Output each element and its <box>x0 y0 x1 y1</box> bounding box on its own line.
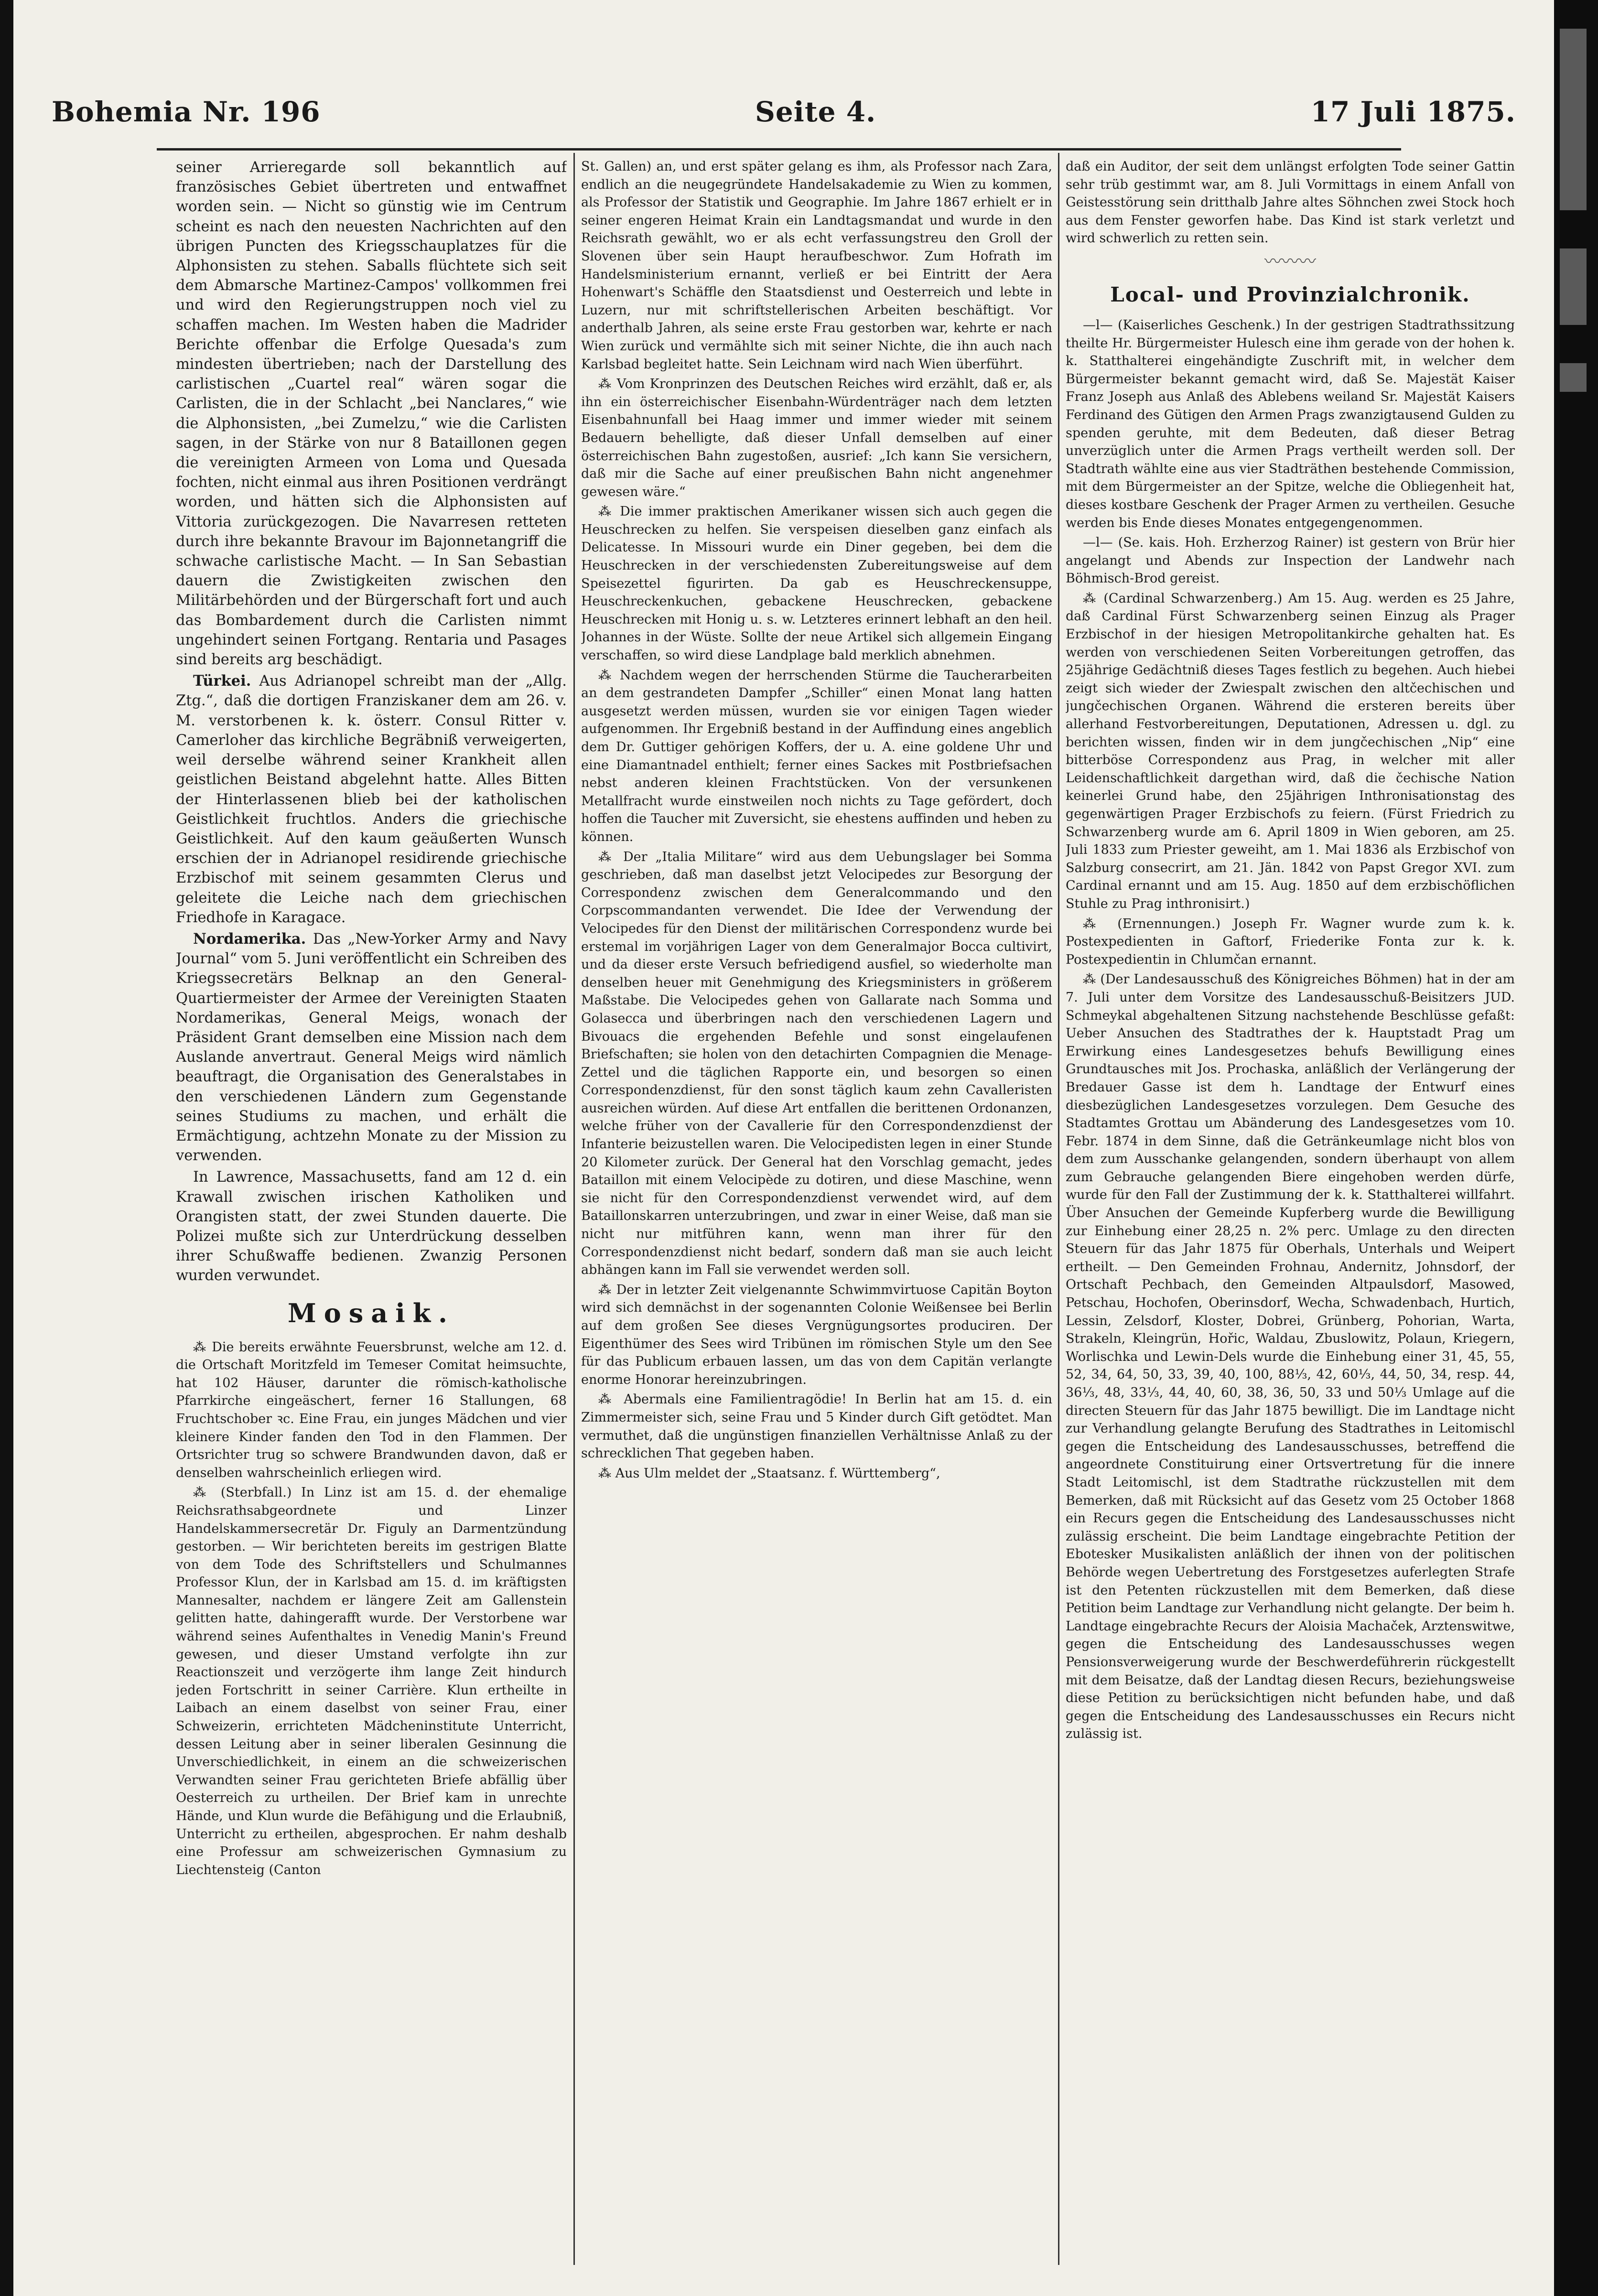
column-2 <box>581 158 1052 2260</box>
news-item: ⁂ Vom Kronprinzen des Deutschen Reiches wird erzählt, daß er, als ihn ein österreichischer Eisenbahn-Würdenträger nach dem letzten Eisenbahnunfall bei Haag immer und immer wieder mit seinem Bedauern behelligte, daß dieser Unfall demselben auf einer österreichischen Bahn zugestoßen, ausrief: „Ich kann Sie versichern, daß mir die Sache auf einer preußischen Bahn nicht angenehmer gewesen wäre.“ <box>581 377 1052 499</box>
news-item: ⁂ Nachdem wegen der herrschenden Stürme die Taucherarbeiten an dem gestrandeten Dampfer „Schiller“ einen Monat lang hatten ausgesetzt werden müssen, wurden sie vor einigen Tagen wieder aufgenommen. Ihr Ergebniß bestand in der Auffindung eines angeblich dem Dr. Guttiger gehörigen Koffers, der u. A. eine goldene Uhr und eine Diamantnadel enthielt; ferner eines Sackes mit Postbriefsachen nebst anderen kleinen Frachtstücken. Von der versunkenen Metallfracht wurde einstweilen noch nichts zu Tage gefördert, doch hoffen die Taucher mit Zuversicht, sie ehestens auffinden und heben zu können. <box>581 668 1052 844</box>
news-item: ⁂ (Ernennungen.) Joseph Fr. Wagner wurde zum k. k. Postexpedienten in Gaftorf, Friederike Fonta zur k. k. Postexpedientin in Chlumčan ernannt. <box>1066 916 1515 967</box>
local-chronicle-heading: Local- und Provinzialchronik. <box>1110 282 1470 306</box>
section-heading: Nordamerika. <box>193 930 306 948</box>
column-3 <box>1066 158 1515 2260</box>
mosaik-heading: Mosaik. <box>288 1297 455 1328</box>
scan-border-right <box>1554 0 1598 2296</box>
news-item: ⁂ Aus Ulm meldet der „Staatsanz. f. Württemberg“, <box>598 1466 940 1481</box>
article-paragraph <box>176 929 567 1165</box>
article-paragraph <box>176 671 567 927</box>
news-item: ⁂ Der „Italia Militare“ wird aus dem Uebungslager bei Somma geschrieben, daß man daselbst jetzt Velocipedes zur Besorgung der Correspondenz zwischen dem Generalcommando und den Corpscommandanten verwendet. Die Idee der Verwendung der Velocipedes für den Dienst der militärischen Correspondenz wurde bei erstemal im vorjährigen Lager von dem Generalmajor Bocca cultivirt, und da dieser erste Versuch befriedigend ausfiel, so wiederholte man denselben heuer mit Genehmigung des Kriegsministers in größerem Maßstabe. Die Velocipedes gehen von Gallarate nach Somma und Golasecca und überbringen nach den verschiedenen Lagern und Bivouacs die ergehenden Befehle und sonst eingelaufenen Briefschaften; sie holen von den detachirten Compagnien die Menage-Zettel und die täglichen Rapporte ein, und besorgen so einen Correspondenzdienst, für den sonst täglich kaum zehn Cavalleristen ausreichen würden. Auf diese Art entfallen die berittenen Ordonanzen, welche früher von der Cavallerie für den Correspondenzdienst der Infanterie beizustellen waren. Die Velocipedisten legen in einer Stunde 20 Kilometer zurück. Der General hat den Vorschlag gemacht, jedes Bataillon mit einem Velocipède zu dotiren, und diese Maschine, wenn sie nicht für den Correspondenzdienst verwendet wird, auf dem Bataillonskarren unterzubringen, und zwar in einer Weise, daß man sie nicht nur mitführen kann, wenn man ihrer für den Correspondenzdienst nicht bedarf, sondern daß man sie auch leicht abhängen kann im Fall sie verwendet werden soll. <box>581 849 1052 1278</box>
separator-ornament: 〰〰〰 <box>1264 251 1316 271</box>
column-divider <box>1058 153 1059 2265</box>
header-rule <box>157 148 1401 151</box>
page-header <box>52 96 1516 143</box>
news-item: ⁂ (Cardinal Schwarzenberg.) Am 15. Aug. werden es 25 Jahre, daß Cardinal Fürst Schwarzenberg seinen Einzug als Prager Erzbischof in der hiesigen Metropolitankirche gehalten hat. Es werden von verschiedenen Seiten Vorbereitungen getroffen, das 25jährige Gedächtniß dieses Tages festlich zu begehen. Auch hiebei zeigt sich wieder der Zwiespalt zwischen den altčechischen und jungčechischen Organen. Während die ersteren bereits über allerhand Festvorbereitungen, Deputationen, Adressen u. dgl. zu berichten wissen, finden wir in dem jungčechischen „Nip“ eine bitterböse Correspondenz aus Prag, in welcher mit aller Leidenschaftlichkeit dargethan wird, daß die čechische Nation keinerlei Grund habe, den 25jährigen Inthronisationstag des gegenwärtigen Prager Erzbischofs zu feiern. (Fürst Friedrich zu Schwarzenberg wurde am 6. April 1809 in Wien geboren, am 25. Juli 1833 zum Priester geweiht, am 1. Mai 1836 als Erzbischof von Salzburg consecrirt, am 21. Jän. 1842 von Papst Gregor XVI. zum Cardinal ernannt und am 15. Aug. 1850 auf dem erzbischöflichen Stuhle zu Prag inthronisirt.) <box>1066 591 1515 911</box>
news-item: ⁂ Der in letzter Zeit vielgenannte Schwimmvirtuose Capitän Boyton wird sich demnächst in der sogenannten Colonie Weißensee bei Berlin auf dem großen See dieses Vergnügungsortes produciren. Der Eigenthümer des Sees wird Tribünen im römischen Style um den See für das Publicum erbauen lassen, um das von dem Capitän verlangte enorme Honorar hereinzubringen. <box>581 1282 1052 1387</box>
article-text: Aus Adrianopel schreibt man der „Allg. Ztg.“, daß die dortigen Franziskaner dem am 26. v. M. verstorbenen k. k. österr. Consul Ritter v. Camerloher das kirchliche Begräbniß verweigerten, weil derselbe während seiner Krankheit allen geistlichen Beistand abgelehnt hatte. Alles Bitten der Hinterlassenen blieb bei der katholischen Geistlichkeit fruchtlos. Anders die griechische Geistlichkeit. Auf den kaum geäußerten Wunsch erschien der in Adrianopel residirende griechische Erzbischof mit seinem gesammten Clerus und geleitete die Leiche nach dem griechischen Friedhofe in Karagace. <box>176 673 567 926</box>
news-item: ⁂ (Sterbfall.) In Linz ist am 15. d. der ehemalige Reichsrathsabgeordnete und Linzer Handelskammersecretär Dr. Figuly an Darmentzündung gestorben. — Wir berichteten bereits im gestrigen Blatte von dem Tode des Schriftstellers und Schulmannes Professor Klun, der in Karlsbad am 15. d. im kräftigsten Mannesalter, nachdem er längere Zeit am Gallenstein gelitten hatte, dahingerafft wurde. Der Verstorbene war während seines Aufenthaltes in Venedig Manin's Freund gewesen, und dieser Umstand verfolgte ihn zur Reactionszeit und verzögerte ihm lange Zeit hindurch jeden Fortschritt in seiner Carrière. Klun ertheilte in Laibach an einem daselbst von seiner Frau, einer Schweizerin, errichteten Mädcheninstitute Unterricht, dessen Leitung aber in seiner liberalen Gesinnung die Unverschiedlichkeit, in einem an die schweizerischen Verwandten seiner Frau gerichteten Briefe abfällig über Oesterreich zu urtheilen. Der Brief kam in unrechte Hände, und Klun wurde die Befähigung und die Erlaubniß, Unterricht zu ertheilen, abgesprochen. Er nahm deshalb eine Professur am schweizerischen Gymnasium zu Liechtensteig (Canton <box>176 1485 567 1877</box>
article-paragraph: In Lawrence, Massachusetts, fand am 12 d. ein Krawall zwischen irischen Katholiken und Orangisten statt, der zwei Stunden dauerte. Die Polizei mußte sich zur Unterdrückung desselben ihrer Schußwaffe bedienen. Zwanzig Personen wurden verwundet. <box>176 1169 567 1284</box>
news-item: ⁂ Die immer praktischen Amerikaner wissen sich auch gegen die Heuschrecken zu helfen. Sie verspeisen dieselben ganz einfach als Delicatesse. In Missouri wurde ein Diner gegeben, bei dem die Heuschrecken in der verschiedensten Zubereitungsweise auf dem Speisezettel figurirten. Da gab es Heuschreckensuppe, Heuschreckenkuchen, gebackene Heuschrecken, gebackene Heuschrecken mit Honig u. s. w. Letzteres erinnert lebhaft an den heil. Johannes in der Wüste. Sollte der neue Artikel sich allgemein Eingang verschaffen, so wird diese Landplage bald merklich abnehmen. <box>581 504 1052 663</box>
column-divider <box>573 153 575 2265</box>
news-item: ⁂ (Der Landesausschuß des Königreiches Böhmen) hat in der am 7. Juli unter dem Vorsitze des Landesausschuß-Beisitzers JUD. Schmeykal abgehaltenen Sitzung nachstehende Beschlüsse gefaßt: Ueber Ansuchen des Stadtrathes der k. Hauptstadt Prag um Erwirkung eines Landesgesetzes behufs Bewilligung eines Grundtausches mit Jos. Prochaska, anläßlich der Verlängerung der Bredauer Gasse ist dem h. Landtage der Entwurf eines diesbezüglichen Landesgesetzes vorzulegen. Dem Gesuche des Stadtamtes Grottau um Abänderung des Landesgesetzes vom 10. Febr. 1874 in dem Sinne, daß die Getränkeumlage nicht blos von dem zum Ausschanke gelangenden, sondern überhaupt von allem zum Gebrauche gelangenden Biere eingehoben werden dürfe, wurde für den Fall der Zustimmung der k. k. Statthalterei willfahrt. Über Ansuchen der Gemeinde Kupferberg wurde die Bewilligung zur Einhebung einer 28,25 n. 2% perc. Umlage zu den directen Steuern für das Jahr 1875 für Oberhals, Unterhals und Weipert ertheilt. — Den Gemeinden Frohnau, Andernitz, Johnsdorf, der Ortschaft Pechbach, den Gemeinden Altpaulsdorf, Masowed, Petschau, Hochofen, Oberinsdorf, Wecha, Schwadenbach, Hurtich, Lessin, Zelsdorf, Kloster, Dobrei, Grünberg, Pohorian, Warta, Strakeln, Kleingrün, Hořic, Waldau, Zbuslowitz, Polaun, Kriegern, Worlischka und Lewin-Dels wurde die Einhebung einer 31, 45, 55, 52, 34, 64, 50, 33, 39, 40, 100, 88⅓, 42, 60⅓, 44, 50, 34, resp. 44, 36⅓, 48, 33⅓, 44, 40, 60, 38, 36, 50, 33 und 50⅓ Umlage auf die directen Steuern für das Jahr 1875 bewilligt. Die im Landtage nicht zur Verhandlung gelangte Berufung des Stadtrathes in Leitomischl gegen die Entscheidung des Landesausschusses, betreffend die angeordnete Constituirung einer Ortsvertretung für die innere Stadt Leitomischl, ist dem Stadtrathe rückzustellen mit dem Bemerken, daß mit Rücksicht auf das Gesetz vom 25 October 1868 ein Recurs gegen die Entscheidung des Landesausschusses nicht zulässig erscheint. Die beim Landtage eingebrachte Petition der Ebotesker Musikalisten anläßlich der ihnen von der politischen Behörde wegen Uebertretung des Forstgesetzes auferlegten Strafe ist den Petenten rückzustellen mit dem Bemerken, daß diese Petition beim Landtage zur Verhandlung nicht gelangte. Der beim h. Landtage eingebrachte Recurs der Aloisia Machaček, Arztenswitwe, gegen die Entscheidung des Landesausschusses wegen Pensionsverweigerung wurde der Beschwerdeführerin rückgestellt mit dem Beisatze, daß der Landtag diesen Recurs, beziehungsweise diese Petition zu berücksichtigen nicht befunden habe, und daß gegen die Entscheidung des Landesausschusses ein Recurs nicht zulässig ist. <box>1066 972 1515 1742</box>
section-heading: Türkei. <box>193 672 251 690</box>
scan-border-left <box>0 0 13 2296</box>
article-text: Das „New-Yorker Army and Navy Journal“ vom 5. Juni veröffentlicht ein Schreiben des Kriegssecretärs Belknap an den General-Quartiermeister der Armee der Vereinigten Staaten Nordamerikas, General Meigs, wonach der Präsident Grant demselben eine Mission nach dem Auslande anvertraut. General Meigs wird nämlich beauftragt, die Organisation des Generalstabes in den verschiedenen Ländern zum Gegenstande seines Studiums zu machen, und erhält die Ermächtigung, achtzehn Monate zu der Mission zu verwenden. <box>176 930 567 1164</box>
news-item: St. Gallen) an, und erst später gelang es ihm, als Professor nach Zara, endlich an die neugegründete Handelsakademie zu Wien zu kommen, als Professor der Statistik und Geographie. Im Jahre 1867 erhielt er in seiner engeren Heimat Krain ein Landtagsmandat und wurde in den Reichsrath gewählt, wo er als echt verfassungstreu den Groll der Slovenen über sein Haupt heraufbeschwor. Zum Hofrath im Handelsministerium ernannt, verließ er bei Eintritt der Aera Hohenwart's Schäffle den Staatsdienst und Oesterreich und lebte in Luzern, nur mit schriftstellerischen Arbeiten beschäftigt. Vor anderthalb Jahren, als seine erste Frau gestorben war, kehrte er nach Wien zurück und vermählte sich mit seiner Nichte, die ihn auch nach Karlsbad begleitet hatte. Sein Leichnam wird nach Wien überführt. <box>581 159 1052 372</box>
news-item: ⁂ Die bereits erwähnte Feuersbrunst, welche am 12. d. die Ortschaft Moritzfeld im Temeser Comitat heimsuchte, hat 102 Häuser, darunter die römisch-katholische Pfarrkirche eingeäschert, ferner 16 Stallungen, 68 Fruchtschober ꝛc. Eine Frau, ein junges Mädchen und vier kleinere Kinder fanden den Tod in den Flammen. Der Ortsrichter trug so schwere Brandwunden davon, daß er denselben wahrscheinlich erliegen wird. <box>176 1339 567 1480</box>
issue-date: 17 Juli 1875. <box>1310 96 1516 128</box>
newspaper-page <box>13 0 1554 2296</box>
page-number: Seite 4. <box>755 96 876 128</box>
news-item: daß ein Auditor, der seit dem unlängst erfolgten Tode seiner Gattin sehr trüb gestimmt war, am 8. Juli Vormittags in einem Anfall von Geistesstörung sein dritthalb Jahre altes Söhnchen zwei Stock hoch aus dem Fenster geworfen habe. Das Kind ist stark verletzt und wird schwerlich zu retten sein. <box>1066 159 1515 246</box>
column-1 <box>176 158 567 2260</box>
news-item: —l— (Se. kais. Hoh. Erzherzog Rainer) ist gestern von Brür hier angelangt und Abends zur Inspection der Landwehr nach Böhmisch-Brod gereist. <box>1066 535 1515 586</box>
mosaik-section <box>176 1338 567 1879</box>
article-paragraph: seiner Arrieregarde soll bekanntlich auf französisches Gebiet übertreten und entwaffnet worden sein. — Nicht so günstig wie im Centrum scheint es nach den neuesten Nachrichten auf den übrigen Puncten des Kriegsschauplatzes für die Alphonsisten zu stehen. Saballs flüchtete sich seit dem Abmarsche Martinez-Campos' vollkommen frei und wird den Regierungstruppen noch viel zu schaffen machen. Im Westen haben die Madrider Berichte offenbar die Erfolge Quesada's zum mindesten übertrieben; nach der Darstellung des carlistischen „Cuartel real“ wären sogar die Carlisten, die in der Schlacht „bei Nanclares,“ wie die Alphonsisten, „bei Zumelzu,“ wie die Carlisten sagen, in der Stärke von nur 8 Bataillonen gegen die vereinigten Armeen von Loma und Quesada fochten, nicht einmal aus ihren Positionen verdrängt worden, und hätten sich die Alphonsisten auf Vittoria zurückgezogen. Die Navarresen retteten durch ihre bekannte Bravour im Bajonnetangriff die schwache carlistische Macht. — In San Sebastian dauern die Zwistigkeiten zwischen den Militärbehörden und der Bürgerschaft fort und auch das Bombardement durch die Carlisten nimmt ungehindert seinen Fortgang. Rentaria und Pasages sind bereits arg beschädigt. <box>176 159 567 668</box>
masthead-issue: Bohemia Nr. 196 <box>52 96 321 128</box>
news-item: —l— (Kaiserliches Geschenk.) In der gestrigen Stadtrathssitzung theilte Hr. Bürgermeister Hulesch eine ihm gerade von der hohen k. k. Statthalterei eingehändigte Zuschrift mit, in welcher dem Bürgermeister bekannt gemacht wird, daß Se. Majestät Kaiser Franz Joseph aus Anlaß des Ablebens weiland Sr. Majestät Kaisers Ferdinand des Gütigen den Armen Prags zwanzigtausend Gulden zu spenden geruhte, mit dem Bedeuten, daß dieser Betrag unverzüglich unter die Armen Prags vertheilt werden soll. Der Stadtrath wählte eine aus vier Stadträthen bestehende Commission, mit dem Bürgermeister an der Spitze, welche die Obliegenheit hat, dieses kostbare Geschenk der Prager Armen zu vertheilen. Gesuche werden bis Ende dieses Monates entgegengenommen. <box>1066 317 1515 530</box>
news-item: ⁂ Abermals eine Familientragödie! In Berlin hat am 15. d. ein Zimmermeister sich, seine Frau und 5 Kinder durch Gift getödtet. Man vermuthet, daß die ungünstigen finanziellen Verhältnisse Anlaß zu der schrecklichen That gegeben haben. <box>581 1392 1052 1461</box>
